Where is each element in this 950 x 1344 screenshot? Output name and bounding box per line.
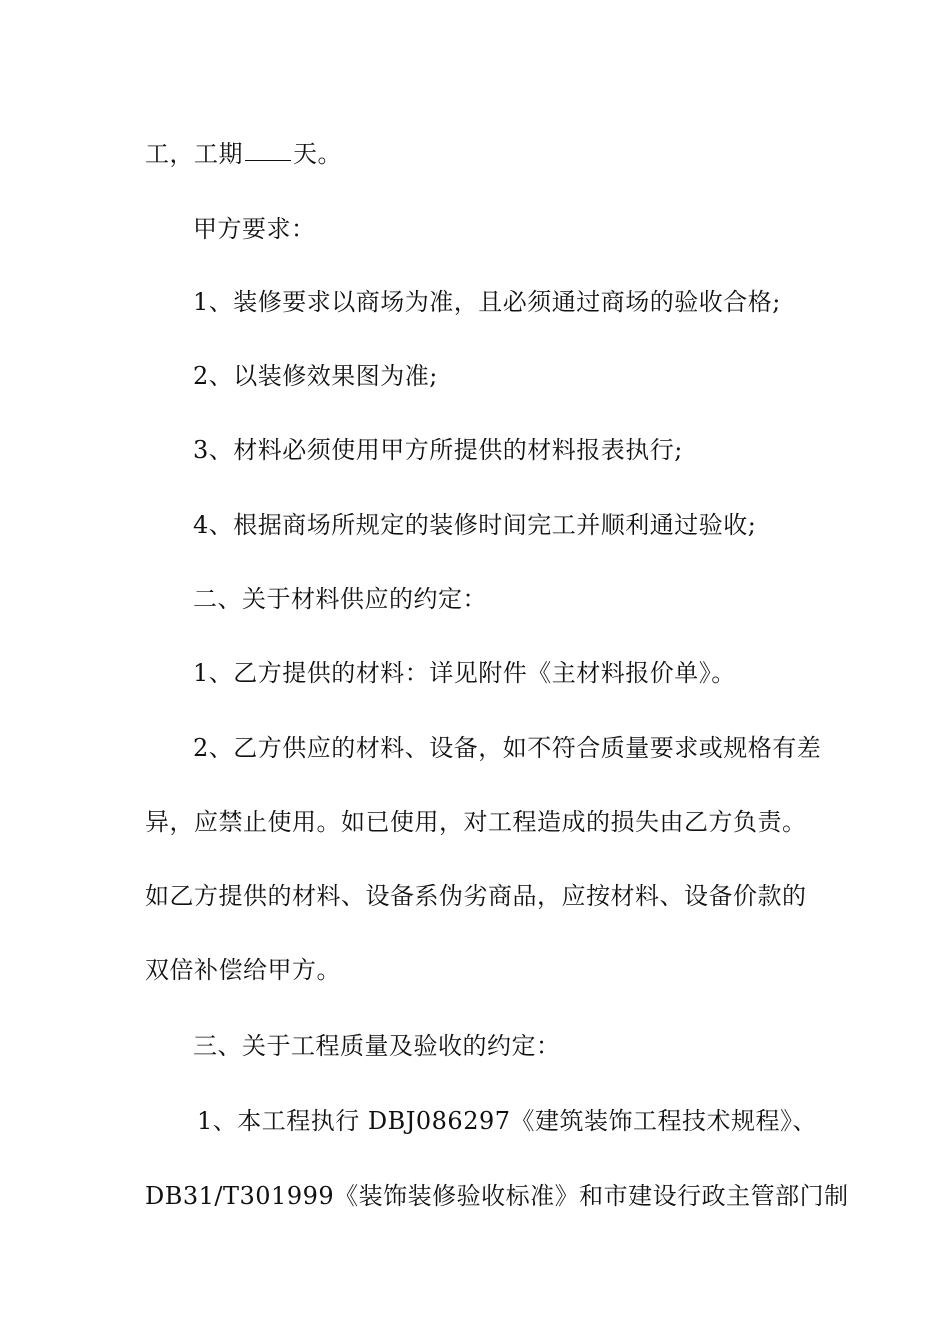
paragraph-line: 异，应禁止使用。如已使用，对工程造成的损失由乙方负责。	[145, 808, 807, 836]
section-heading: 甲方要求：	[193, 215, 316, 243]
list-item: 1、乙方提供的材料：详见附件《主材料报价单》。	[193, 659, 736, 687]
section-heading: 二、关于材料供应的约定：	[193, 585, 487, 613]
text-line	[145, 134, 835, 174]
list-item: 2、以装修效果图为准;	[193, 362, 438, 390]
list-item: 3、材料必须使用甲方所提供的材料报表执行;	[193, 436, 683, 464]
paragraph-line: 如乙方提供的材料、设备系伪劣商品，应按材料、设备价款的	[145, 882, 807, 910]
text-segment: 工，工期	[145, 140, 243, 168]
list-item: 1、装修要求以商场为准，且必须通过商场的验收合格;	[193, 288, 781, 316]
paragraph-line: 2、乙方供应的材料、设备，如不符合质量要求或规格有差	[193, 734, 822, 762]
section-heading: 三、关于工程质量及验收的约定：	[193, 1032, 561, 1060]
paragraph-line: 双倍补偿给甲方。	[145, 956, 341, 984]
paragraph-line: 1、本工程执行 DBJ086297《建筑装饰工程技术规程》、	[197, 1107, 818, 1135]
paragraph-line: DB31/T301999《装饰装修验收标准》和市建设行政主管部门制	[145, 1182, 849, 1210]
text-segment: 天。	[293, 140, 342, 168]
fill-in-blank	[245, 134, 291, 161]
list-item: 4、根据商场所规定的装修时间完工并顺利通过验收;	[193, 511, 757, 539]
